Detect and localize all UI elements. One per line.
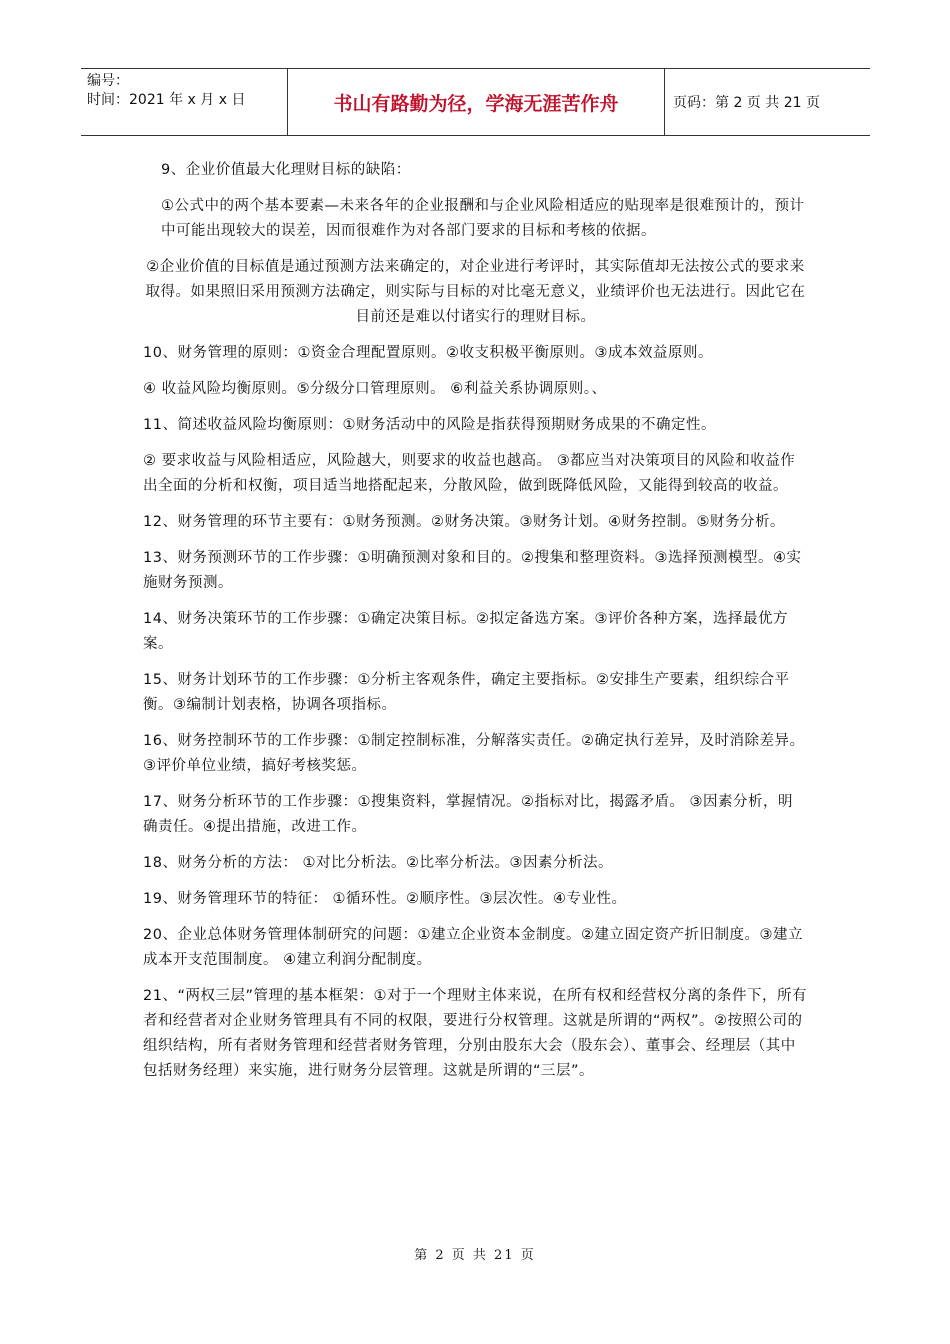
paragraph-18: 18、财务分析的方法： ①对比分析法。②比率分析法。③因素分析法。	[143, 855, 614, 871]
paragraph-10-cont: ④ 收益风险均衡原则。⑤分级分口管理原则。 ⑥利益关系协调原则。、	[143, 381, 607, 397]
paragraph-15: 15、财务计划环节的工作步骤：①分析主客观条件，确定主要指标。②安排生产要素，组织综合平衡。③编制计划表格，协调各项指标。	[143, 672, 790, 713]
paragraph-20: 20、企业总体财务管理体制研究的问题：①建立企业资本金制度。②建立固定资产折旧制度。③建立成本开支范围制度。 ④建立利润分配制度。	[143, 927, 803, 968]
header-meta-cell	[81, 69, 288, 136]
paragraph-9-item-1: ①公式中的两个基本要素—未来各年的企业报酬和与企业风险相适应的贴现率是很难预计的，预计中可能出现较大的误差，因而很难作为对各部门要求的目标和考核的依据。	[161, 198, 805, 239]
header-page-cell	[665, 69, 871, 136]
paragraph-21: 21、“两权三层”管理的基本框架：①对于一个理财主体来说，在所有权和经营权分离的条件下，所有者和经营者对企业财务管理具有不同的权限，要进行分权管理。这就是所谓的“两权”。②按照公司的组织结构，所有者财务管理和经营者财务管理，分别由股东大会（股东会）、董事会、经理层（其中包括财务经理）来实施，进行财务分层管理。这就是所谓的“三层”。	[143, 988, 807, 1079]
paragraph-12: 12、财务管理的环节主要有：①财务预测。②财务决策。③财务计划。④财务控制。⑤财务分析。	[143, 514, 785, 530]
paragraph-17: 17、财务分析环节的工作步骤：①搜集资料，掌握情况。②指标对比，揭露矛盾。 ③因素分析，明确责任。④提出措施，改进工作。	[143, 794, 794, 835]
paragraph-11-cont: ② 要求收益与风险相适应，风险越大，则要求的收益也越高。 ③都应当对决策项目的风险和收益作出全面的分析和权衡，项目适当地搭配起来，分散风险，做到既降低风险，又能得到较高的收益。	[143, 453, 796, 494]
paragraph-19: 19、财务管理环节的特征： ①循环性。②顺序性。③层次性。④专业性。	[143, 891, 627, 907]
header-motto-cell	[288, 69, 665, 136]
footer-page-number: 第 2 页 共 21 页	[414, 1248, 536, 1263]
document-header	[81, 68, 870, 136]
paragraph-11: 11、简述收益风险均衡原则：①财务活动中的风险是指获得预期财务成果的不确定性。	[143, 417, 716, 433]
document-body	[143, 158, 808, 1095]
number-label: 编号：	[87, 73, 129, 89]
paragraph-10: 10、财务管理的原则：①资金合理配置原则。②收支积极平衡原则。③成本效益原则。	[143, 345, 713, 361]
paragraph-9-heading: 9、企业价值最大化理财目标的缺陷：	[161, 162, 411, 178]
motto-text: 书山有路勤为径，学海无涯苦作舟	[333, 92, 619, 115]
page-info: 页码：第 2 页 共 21 页	[673, 95, 820, 111]
page-footer	[0, 1244, 950, 1263]
paragraph-9-item-2: ②企业价值的目标值是通过预测方法来确定的，对企业进行考评时，其实际值却无法按公式的要求来取得。如果照旧采用预测方法确定，则实际与目标的对比毫无意义，业绩评价也无法进行。因此它在目前还是难以付诸实行的理财目标。	[145, 259, 806, 325]
paragraph-14: 14、财务决策环节的工作步骤：①确定决策目标。②拟定备选方案。③评价各种方案，选择最优方案。	[143, 611, 788, 652]
paragraph-13: 13、财务预测环节的工作步骤：①明确预测对象和目的。②搜集和整理资料。③选择预测模型。④实施财务预测。	[143, 550, 802, 591]
date-label: 时间：2021 年 x 月 x 日	[87, 92, 246, 108]
paragraph-16: 16、财务控制环节的工作步骤：①制定控制标准，分解落实责任。②确定执行差异，及时消除差异。③评价单位业绩，搞好考核奖惩。	[143, 733, 805, 774]
